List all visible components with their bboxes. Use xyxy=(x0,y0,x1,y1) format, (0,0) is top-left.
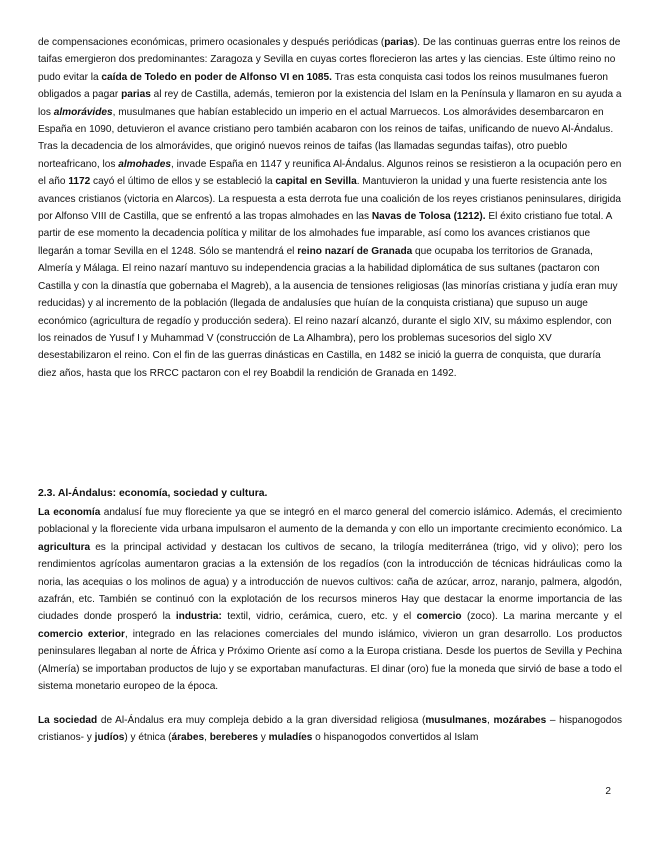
emphasis-text: parias xyxy=(384,37,414,48)
emphasis-text: comercio exterior xyxy=(38,628,125,640)
emphasis-text: bereberes xyxy=(209,732,258,744)
emphasis-text: caída de Toledo en poder de Alfonso VI en 1085. xyxy=(101,71,332,83)
emphasis-text: musulmanes xyxy=(425,715,488,726)
paragraph-text: La economía andalusí fue muy floreciente ya que se integró en el marco general del comercio islámico. Además, el crecimiento poblacional y la floreciente vida urbana impulsaron el aumento de la demanda y con ello un importante crecimiento económico. La agricultura es la principal actividad y destacan los cultivos de secano, la trilogía mediterránea (trigo, vid y olivo); pero los rendimientos agrícolas aumentaron gracias a la extensión de los regadíos (con la introducción de técnicas hidráulicas como la noria, las acequias o los molinos de agua) y a introducción de nuevos cultivos: caña de azúcar, arroz, naranjo, palmera, algodón, azafrán, etc. También se continuó con la explotación de los recursos mineros Hay que destacar la enorme importancia de las ciudades donde prosperó la industria: textil, vidrio, cerámica, cuero, etc. y el comercio (zoco). La marina mercante y el comercio exterior, integrado en las relaciones comerciales del mundo islámico, vivieron un gran desarrollo. Los productos peninsulares llegaban al norte de África y Próximo Oriente así como a la Europa cristiana. Desde los puertos de Sevilla y Pechina (Almería) se importaban productos de lujo y se exportaban manufacturas. El dinar (oro) fue la moneda que sirvió de base a todo el sistema monetario europeo de la época. xyxy=(38,507,622,693)
emphasis-text: almorávides xyxy=(53,106,113,118)
emphasis-text: industria: xyxy=(175,611,222,623)
paragraph-reconquista xyxy=(38,34,622,382)
paragraph-text: La sociedad de Al-Ándalus era muy compleja debido a la gran diversidad religiosa (musulmanes, mozárabes – hispanogodos cristianos- y judíos) y étnica (árabes, bereberes y muladíes o hispanogodos convertidos al Islam xyxy=(38,715,622,744)
paragraph-text: de compensaciones económicas, primero ocasionales y después periódicas (parias). De las continuas guerras entre los reinos de taifas emergieron dos predominantes: Zaragoza y Sevilla en cuyas cortes florecieron las artes y las ciencias. Este último reino no pudo evitar la caída de Toledo en poder de Alfonso VI en 1085. Tras esta conquista casi todos los reinos musulmanes fueron obligados a pagar parias al rey de Castilla, además, temieron por la existencia del Islam en la Península y llamaron en su ayuda a los almorávides, musulmanes que habían establecido un imperio en el actual Marruecos. Los almorávides desembarcaron en España en 1090, detuvieron el avance cristiano pero también acabaron con los reinos de taifas, unificando de nuevo Al-Ándalus. Tras la decadencia de los almorávides, que originó nuevos reinos de taifas (las llamadas segundas taifas), otro pueblo norteafricano, los almohades, invade España en 1147 y reunifica Al-Ándalus. Algunos reinos se resistieron a la ocupación pero en el año 1172 cayó el último de ellos y se estableció la capital en Sevilla. Mantuvieron la unidad y una fuerte resistencia ante los avances cristianos (victoria en Alarcos). La respuesta a esta derrota fue una coalición de los reyes cristianos peninsulares, dirigida por Alfonso VIII de Castilla, que se enfrentó a las tropas almohades en las Navas de Tolosa (1212). El éxito cristiano fue total. A partir de ese momento la decadencia política y militar de los almohades fue imparable, así como los avances cristianos que llegarán a tomar Sevilla en el 1248. Sólo se mantendrá el reino nazarí de Granada que ocupaba los territorios de Granada, Almería y Málaga. El reino nazarí mantuvo su independencia gracias a la habilidad diplomática de sus sultanes (pactaron con Castilla y con la dinastía que gobernaba el Magreb), a la ausencia de tensiones religiosas (las minorías cristiana y judía eran muy reducidas) y al incremento de la población (llegada de andalusíes que huían de la conquista cristiana) que supuso un auge económico (agricultura de regadío y producción sedera). El reino nazarí alcanzó, durante el siglo XIV, su máximo esplendor, con los reinados de Yusuf I y Muhammad V (construcción de La Alhambra), pero los problemas sucesorios del siglo XV desestabilizaron el reino. Con el fin de las guerras dinásticas en Castilla, en 1482 se inició la guerra de conquista, que duraría diez años, hasta que los RRCC pactaron con el rey Boabdil la rendición de Granada en 1492. xyxy=(38,37,622,379)
emphasis-text: almohades xyxy=(118,158,171,170)
emphasis-text: parias xyxy=(121,89,151,101)
paragraph-economia xyxy=(38,504,622,695)
page-number: 2 xyxy=(605,786,611,797)
paragraph-sociedad xyxy=(38,712,622,747)
section-heading: 2.3. Al-Ándalus: economía, sociedad y cultura. xyxy=(38,488,268,499)
emphasis-text: árabes xyxy=(171,732,205,744)
emphasis-text: La economía xyxy=(38,507,101,518)
emphasis-text: La sociedad xyxy=(38,715,98,726)
emphasis-text: capital en Sevilla xyxy=(275,176,357,188)
emphasis-text: judíos xyxy=(94,732,125,744)
emphasis-text: Navas de Tolosa (1212). xyxy=(371,211,486,223)
emphasis-text: 1172 xyxy=(68,176,91,188)
emphasis-text: reino nazarí de Granada xyxy=(297,245,413,257)
emphasis-text: agricultura xyxy=(38,541,91,553)
emphasis-text: comercio xyxy=(416,611,462,623)
emphasis-text: muladíes xyxy=(268,732,313,744)
emphasis-text: mozárabes xyxy=(493,715,547,726)
